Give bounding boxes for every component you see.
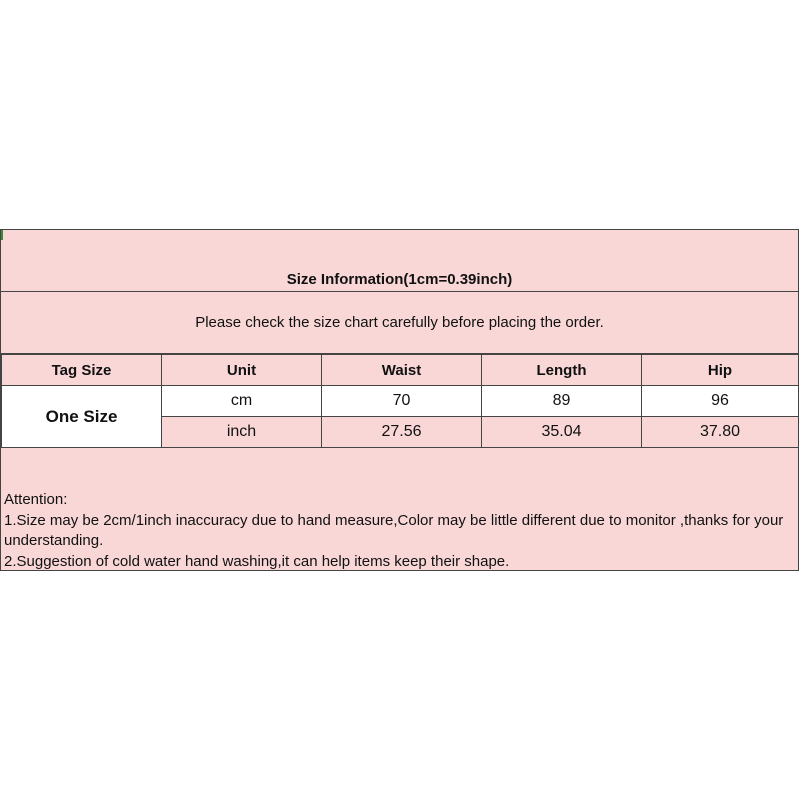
header-unit: Unit (162, 355, 322, 386)
length-cell: 89 (482, 386, 642, 417)
table-header-row (2, 355, 799, 386)
header-hip: Hip (642, 355, 799, 386)
notice-row (1, 292, 798, 354)
unit-cell: inch (162, 417, 322, 448)
waist-cell: 70 (322, 386, 482, 417)
unit-cell: cm (162, 386, 322, 417)
size-table (1, 354, 799, 448)
attention-line-1: 1.Size may be 2cm/1inch inaccuracy due to hand measure,Color may be little different due to monitor ,thanks for your understanding. (4, 511, 784, 549)
size-info-title: Size Information(1cm=0.39inch) (286, 271, 513, 288)
hip-cell: 37.80 (642, 417, 799, 448)
attention-heading: Attention: (4, 491, 68, 508)
title-row (1, 230, 798, 292)
size-chart-sheet (0, 229, 799, 571)
waist-cell: 27.56 (322, 417, 482, 448)
header-length: Length (482, 355, 642, 386)
length-cell: 35.04 (482, 417, 642, 448)
header-tag-size: Tag Size (2, 355, 162, 386)
table-row (2, 386, 799, 417)
hip-cell: 96 (642, 386, 799, 417)
attention-line-2: 2.Suggestion of cold water hand washing,it can help items keep their shape. (4, 552, 510, 570)
header-waist: Waist (322, 355, 482, 386)
attention-notes (4, 490, 798, 572)
tag-size-value: One Size (2, 386, 162, 448)
size-chart-notice: Please check the size chart carefully before placing the order. (195, 314, 604, 331)
